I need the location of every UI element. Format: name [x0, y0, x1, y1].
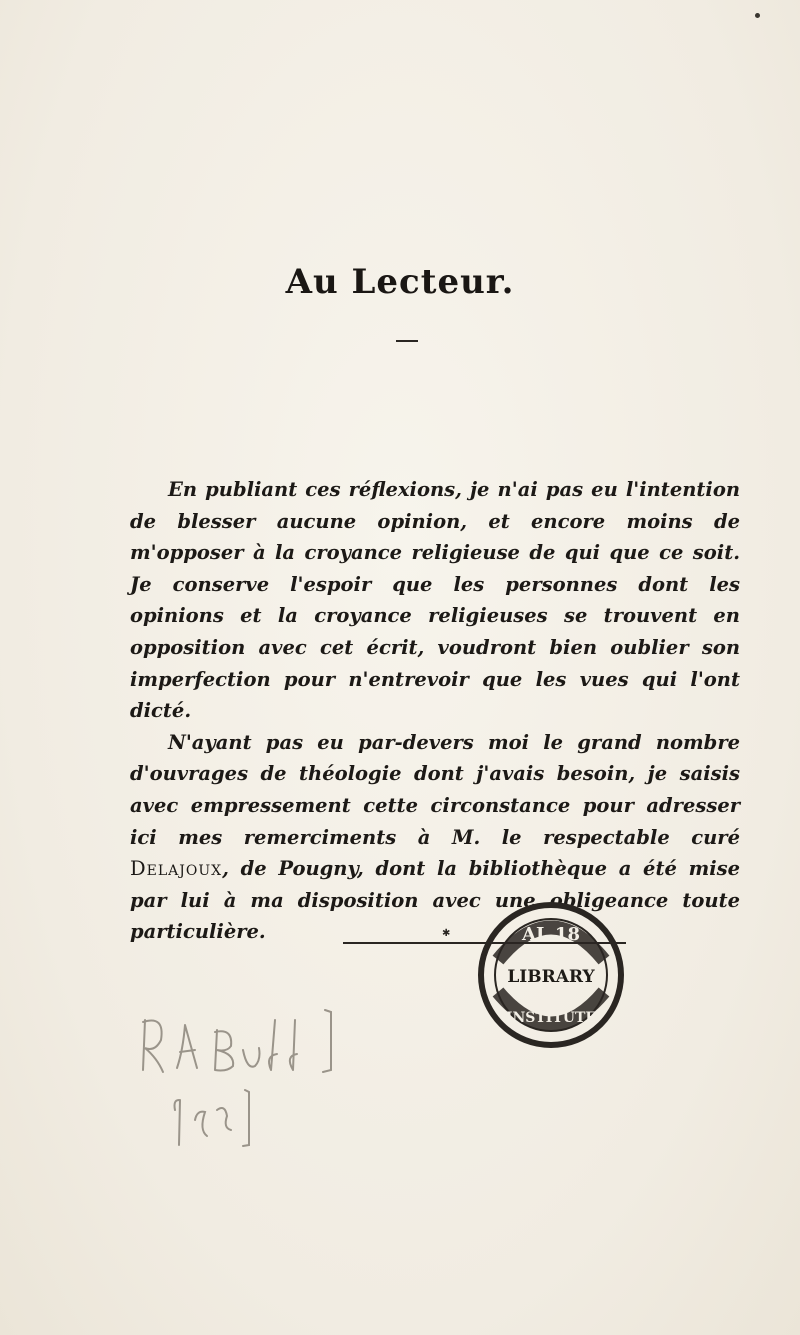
body-text — [130, 474, 740, 948]
paragraph-2 — [130, 727, 740, 948]
stamp-middle-text: LIBRARY — [507, 967, 595, 987]
library-stamp — [476, 900, 626, 1050]
pencil-handwriting — [135, 1000, 365, 1150]
page-title: Au Lecteur. — [285, 262, 515, 302]
paragraph-1: En publiant ces réflexions, je n'ai pas eu l'intention de blesser aucune opinion, et encore moins de m'opposer à la croyance religieuse de qui que ce soit. Je conserve l'espoir que les personnes dont les opinions et la croyance religieuses se trouvent en opposition avec cet écrit, voudront bien oublier son imperfection pour n'entrevoir que les vues qui l'ont dicté. — [130, 478, 740, 723]
title-divider — [396, 340, 418, 342]
ink-speck — [755, 13, 760, 18]
stamp-top-text: AL 18 — [522, 924, 580, 945]
paragraph-2-before: N'ayant pas eu par-devers moi le grand nombre d'ouvrages de théologie dont j'avais besoin, je saisis avec empressement cette circonstance pour adresser ici mes remerciments à M. le respectable curé — [130, 730, 740, 849]
star-mark: ✱ — [442, 928, 451, 939]
stamp-bottom-text: INSTITUTE — [505, 1010, 597, 1026]
paragraph-2-after: , de Pougny, dont la bibliothèque a été mise par lui à ma disposition avec une obligeance toute particulière. — [130, 857, 740, 944]
cure-name: Delajoux — [130, 857, 223, 881]
